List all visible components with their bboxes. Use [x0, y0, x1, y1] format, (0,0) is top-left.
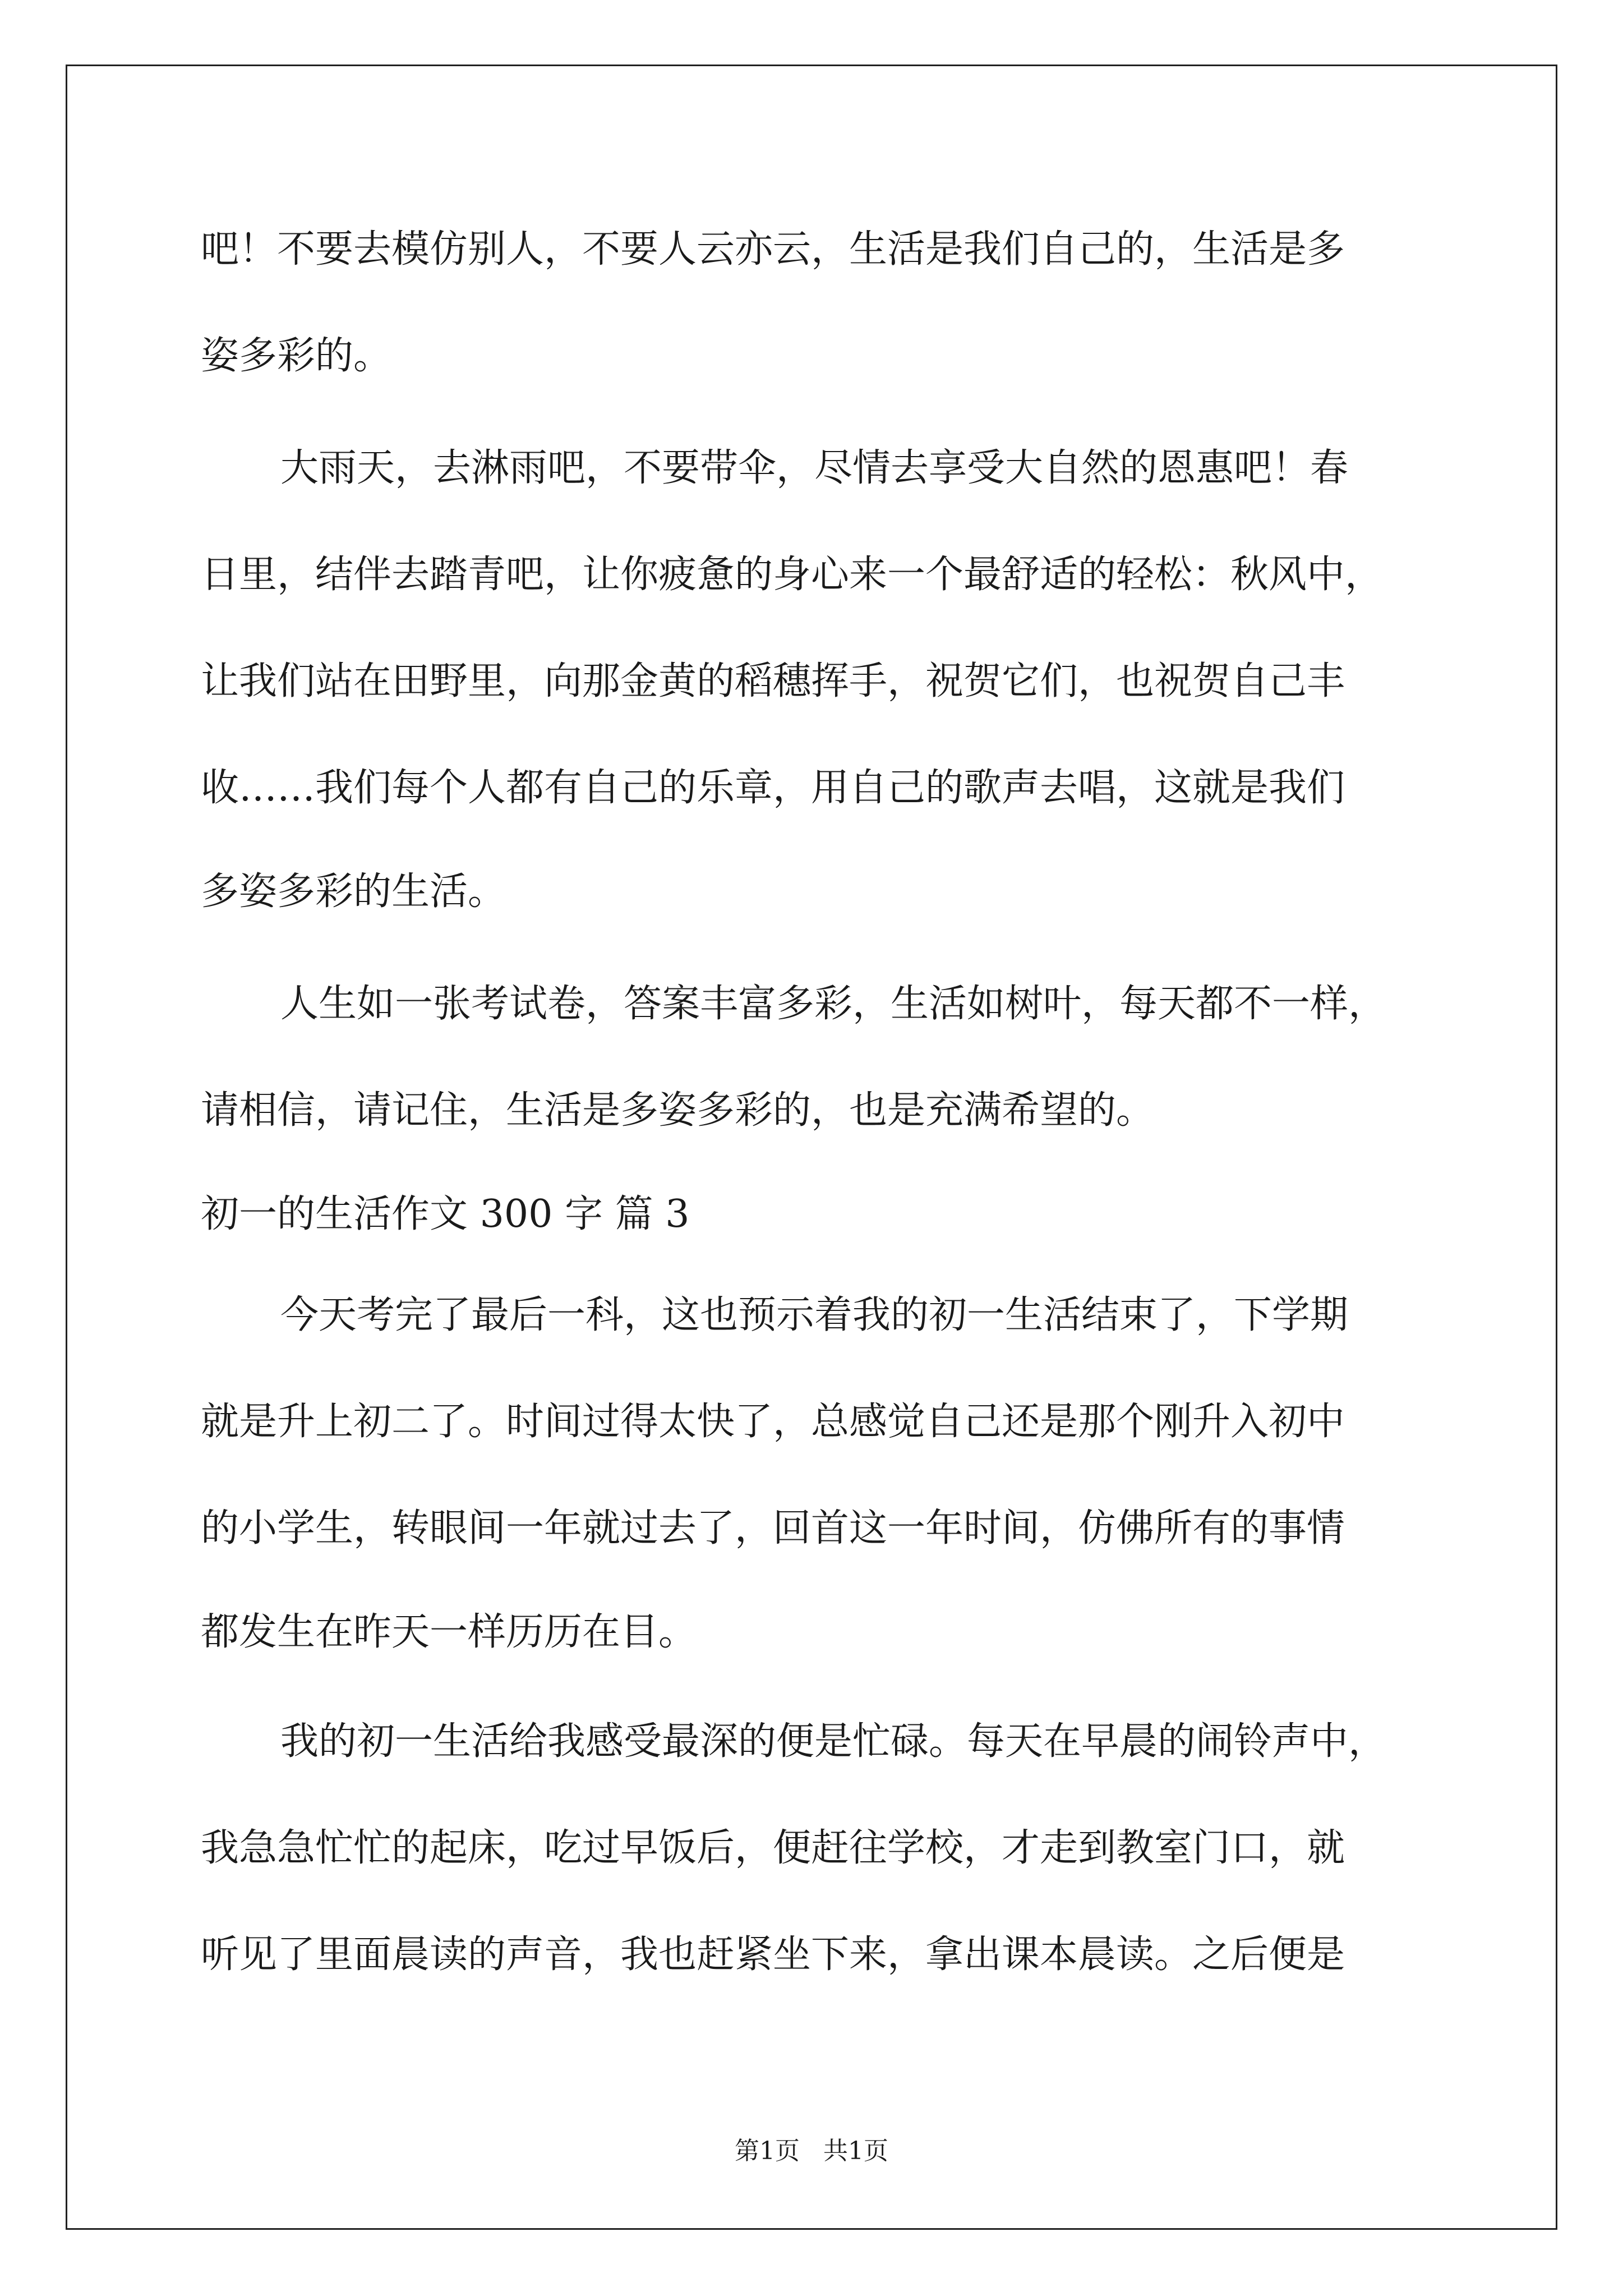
page-footer: 第1页 共1页: [735, 2137, 888, 2165]
text-line: 姿多彩的。: [201, 334, 392, 378]
text-line: 吧！不要去模仿别人，不要人云亦云，生活是我们自己的，生活是多: [201, 227, 1345, 272]
text-line: 我急急忙忙的起床，吃过早饭后，便赶往学校，才走到教室门口，就: [201, 1826, 1345, 1870]
paragraph-first-line: 今天考完了最后一科，这也预示着我的初一生活结束了，下学期: [280, 1293, 1349, 1337]
text-line: 都发生在昨天一样历历在目。: [201, 1610, 697, 1654]
text-line: 听见了里面晨读的声音，我也赶紧坐下来，拿出课本晨读。之后便是: [201, 1932, 1345, 1977]
text-line: 就是升上初二了。时间过得太快了，总感觉自己还是那个刚升入初中: [201, 1400, 1345, 1444]
text-line: 请相信，请记住，生活是多姿多彩的，也是充满希望的。: [201, 1088, 1155, 1133]
section-heading: 初一的生活作文 300 字 篇 3: [201, 1192, 690, 1236]
text-line: 多姿多彩的生活。: [201, 869, 506, 914]
text-line: 收……我们每个人都有自己的乐章，用自己的歌声去唱，这就是我们: [201, 766, 1345, 810]
paragraph-first-line: 我的初一生活给我感受最深的便是忙碌。每天在早晨的闹铃声中，: [280, 1719, 1387, 1764]
text-line: 的小学生，转眼间一年就过去了，回首这一年时间，仿佛所有的事情: [201, 1506, 1345, 1550]
text-line: 让我们站在田野里，向那金黄的稻穗挥手，祝贺它们，也祝贺自己丰: [201, 659, 1345, 703]
page-border: [66, 65, 1557, 2230]
paragraph-first-line: 大雨天，去淋雨吧，不要带伞，尽情去享受大自然的恩惠吧！春: [280, 446, 1349, 490]
paragraph-first-line: 人生如一张考试卷，答案丰富多彩，生活如树叶，每天都不一样，: [280, 982, 1387, 1026]
text-line: 日里，结伴去踏青吧，让你疲惫的身心来一个最舒适的轻松：秋风中，: [201, 553, 1384, 597]
